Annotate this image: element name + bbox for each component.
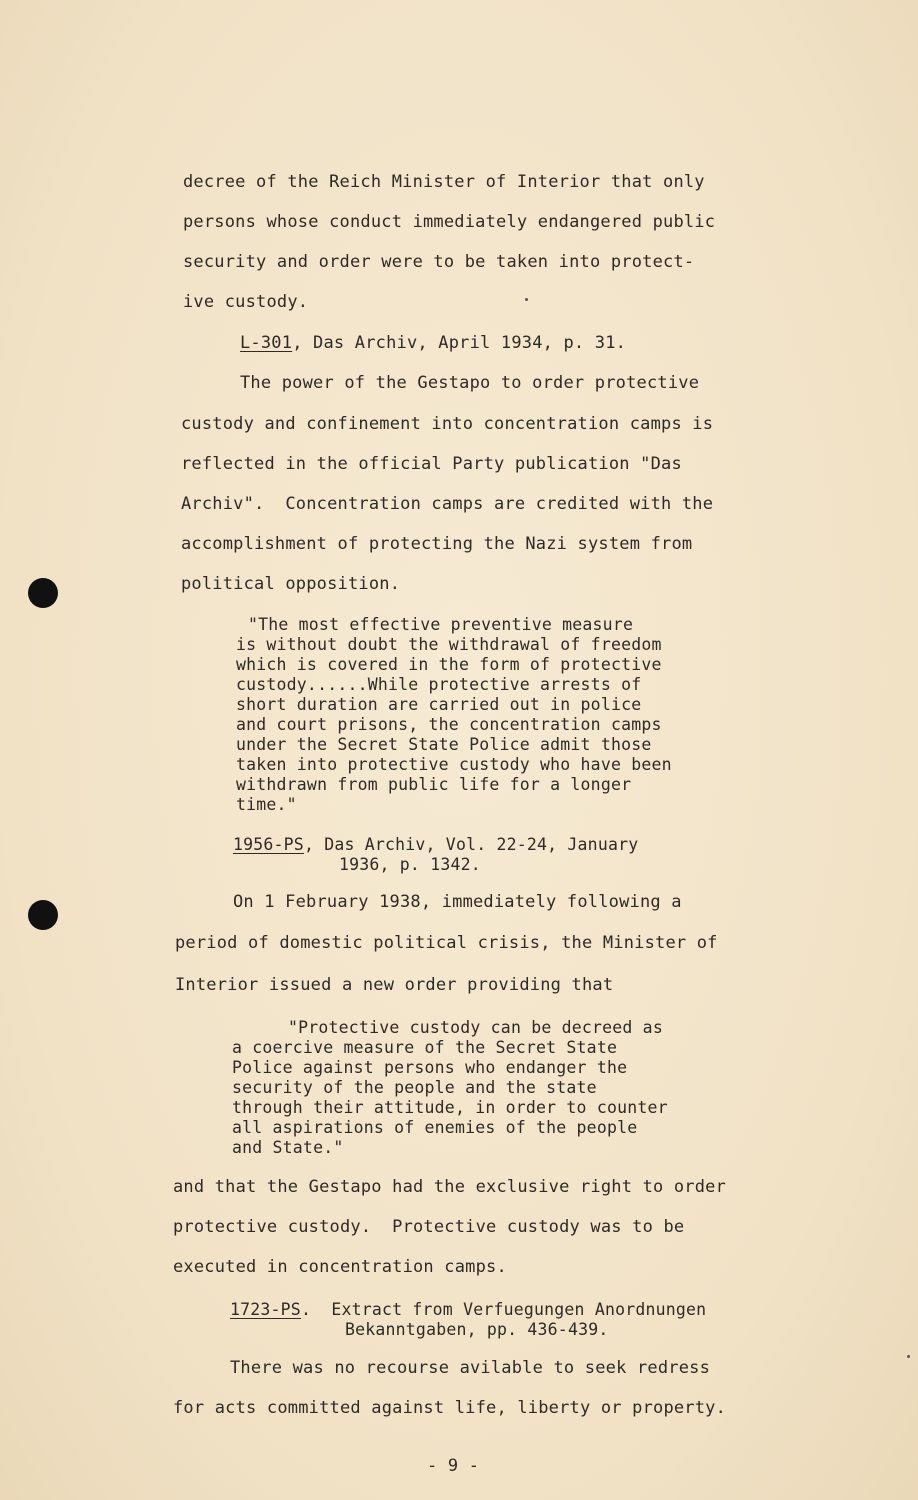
paragraph-2-line: accomplishment of protecting the Nazi system from xyxy=(181,534,693,554)
paragraph-2-line: reflected in the official Party publication "Das xyxy=(181,454,682,474)
paragraph-1-line: decree of the Reich Minister of Interior that only xyxy=(183,172,705,192)
quote-2-line: through their attitude, in order to counter xyxy=(232,1098,668,1117)
paragraph-1-line: persons whose conduct immediately endangered public xyxy=(183,212,716,232)
paragraph-1-line: security and order were to be taken into protect- xyxy=(183,252,695,272)
paragraph-3-line: period of domestic political crisis, the Minister of xyxy=(175,933,718,953)
paragraph-1-line: ive custody. xyxy=(183,292,309,312)
citation-2 xyxy=(233,835,638,855)
paragraph-2-line: Archiv". Concentration camps are credited with the xyxy=(181,494,714,514)
paper-speck xyxy=(525,298,528,301)
paragraph-5-line: There was no recourse avilable to seek redress xyxy=(230,1358,711,1378)
punch-hole-lower xyxy=(28,900,58,930)
citation-3-ref: 1723-PS xyxy=(230,1300,301,1319)
paragraph-4-line: protective custody. Protective custody was to be xyxy=(173,1217,685,1237)
paper-speck xyxy=(907,1355,910,1358)
citation-2-line2: 1936, p. 1342. xyxy=(339,855,481,874)
quote-1-line: which is covered in the form of protective xyxy=(236,655,662,674)
citation-2-line1: , Das Archiv, Vol. 22-24, January xyxy=(303,835,639,854)
citation-1-ref: L-301 xyxy=(240,333,293,353)
citation-1-text: , Das Archiv, April 1934, p. 31. xyxy=(292,333,627,353)
paragraph-4-line: and that the Gestapo had the exclusive right to order xyxy=(173,1177,727,1197)
citation-3 xyxy=(230,1300,706,1320)
paragraph-3-line: Interior issued a new order providing that xyxy=(175,975,614,995)
quote-1-line: is without doubt the withdrawal of freedom xyxy=(236,635,662,654)
quote-1-line: taken into protective custody who have been xyxy=(236,755,672,774)
quote-2-line: all aspirations of enemies of the people xyxy=(232,1118,638,1137)
quote-2-line: a coercive measure of the Secret State xyxy=(232,1038,618,1057)
quote-1-line: withdrawn from public life for a longer xyxy=(236,775,632,794)
paragraph-2-line: political opposition. xyxy=(181,574,401,594)
paragraph-2-line: custody and confinement into concentration camps is xyxy=(181,414,714,434)
punch-hole-upper xyxy=(28,578,58,608)
citation-1 xyxy=(240,333,626,353)
citation-3-line1: . Extract from Verfuegungen Anordnungen xyxy=(300,1300,707,1319)
page-number: - 9 - xyxy=(427,1456,480,1476)
paragraph-2-line: The power of the Gestapo to order protective xyxy=(240,373,700,393)
quote-2-line: "Protective custody can be decreed as xyxy=(288,1018,663,1037)
quote-2-line: Police against persons who endanger the xyxy=(232,1058,628,1077)
quote-1-line: "The most effective preventive measure xyxy=(248,615,634,634)
quote-2-line: and State." xyxy=(232,1138,344,1157)
paragraph-3-line: On 1 February 1938, immediately following a xyxy=(233,892,682,912)
paragraph-5-line: for acts committed against life, liberty or property. xyxy=(173,1398,727,1418)
quote-1-line: time." xyxy=(236,795,297,814)
quote-1-line: and court prisons, the concentration camps xyxy=(236,715,662,734)
quote-1-line: short duration are carried out in police xyxy=(236,695,642,714)
quote-1-line: custody......While protective arrests of xyxy=(236,675,642,694)
paragraph-4-line: executed in concentration camps. xyxy=(173,1257,507,1277)
quote-2-line: security of the people and the state xyxy=(232,1078,597,1097)
quote-1-line: under the Secret State Police admit those xyxy=(236,735,652,754)
citation-3-line2: Bekanntgaben, pp. 436-439. xyxy=(345,1320,609,1339)
citation-2-ref: 1956-PS xyxy=(233,835,304,854)
